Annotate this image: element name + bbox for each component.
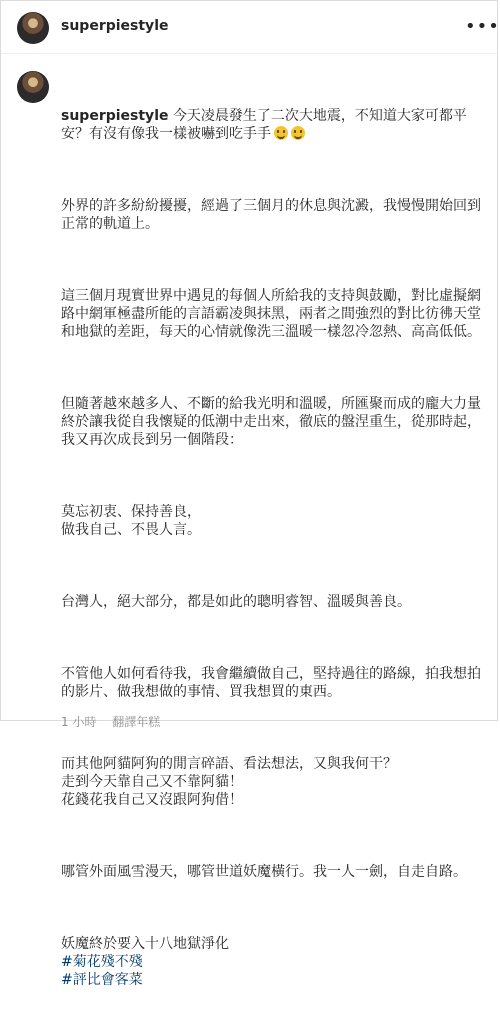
caption-paragraph xyxy=(61,863,483,881)
caption-username[interactable]: superpiestyle xyxy=(61,108,169,124)
caption-line: 妖魔終於要入十八地獄淨化 xyxy=(61,936,229,952)
caption-paragraph xyxy=(61,755,483,809)
caption-paragraph xyxy=(61,503,483,539)
caption-line: 花錢花我自己又沒跟阿狗借！ xyxy=(61,792,243,808)
header-username[interactable]: superpiestyle xyxy=(61,18,169,34)
caption-line: 但隨著越來越多人、不斷的給我光明和溫暖，所匯聚而成的龐大力量終於讓我從自我懷疑的低潮中走出來，徹底的盤涅重生，從那時起，我又再次成長到另一個階段： xyxy=(61,396,481,448)
caption-line: 做我自己、不畏人言。 xyxy=(61,522,201,538)
caption-paragraph xyxy=(61,593,483,611)
caption-line: 外界的許多紛紛擾擾，經過了三個月的休息與沈澱，我慢慢開始回到正常的軌道上。 xyxy=(61,198,481,232)
caption-line: 不管他人如何看待我，我會繼續做自己，堅持過往的路線，拍我想拍的影片、做我想做的事情、買我想買的東西。 xyxy=(61,666,481,700)
caption-line: 莫忘初衷、保持善良， xyxy=(61,504,201,520)
ellipsis-icon[interactable]: ••• xyxy=(465,16,500,37)
caption-line: 哪管外面風雪漫天，哪管世道妖魔橫行。我一人一劍，自走自路。 xyxy=(61,864,467,880)
caption-line: 台灣人，絕大部分，都是如此的聰明睿智、溫暖與善良。 xyxy=(61,594,411,610)
caption-line: 這三個月現實世界中遇見的每個人所給我的支持與鼓勵，對比虛擬網路中網軍極盡所能的言語霸凌與抹黑，兩者之間強烈的對比彷彿天堂和地獄的差距，每天的心情就像洗三溫暖一樣忽冷忽熱、高高低低。 xyxy=(61,288,481,340)
caption-paragraph xyxy=(61,395,483,449)
hashtag-link[interactable]: #評比會客菜 xyxy=(61,972,143,988)
avatar[interactable] xyxy=(17,12,49,44)
caption-paragraph xyxy=(61,935,483,989)
translate-button[interactable]: 翻譯年糕 xyxy=(112,715,161,729)
caption-paragraph xyxy=(61,665,483,701)
hashtag-link[interactable]: #菊花殘不殘 xyxy=(61,954,143,970)
caption-text xyxy=(61,71,483,1025)
caption-paragraph xyxy=(61,107,483,143)
caption-paragraph xyxy=(61,197,483,233)
caption-section xyxy=(1,54,497,988)
grinning-emoji-icon xyxy=(274,126,288,140)
caption-meta xyxy=(61,713,172,730)
timestamp[interactable]: 1 小時 xyxy=(61,715,97,729)
grinning-emoji-icon xyxy=(291,126,305,140)
caption-paragraph xyxy=(61,287,483,341)
caption-line: 今天凌晨發生了二次大地震，不知道大家可都平安？有沒有像我一樣被嚇到吃手手 xyxy=(61,108,467,142)
post-header xyxy=(1,1,500,54)
caption-line: 而其他阿貓阿狗的閒言碎語、看法想法，又與我何干？ xyxy=(61,756,397,772)
avatar[interactable] xyxy=(17,71,49,103)
caption-line: 走到今天靠自己又不靠阿貓！ xyxy=(61,774,243,790)
